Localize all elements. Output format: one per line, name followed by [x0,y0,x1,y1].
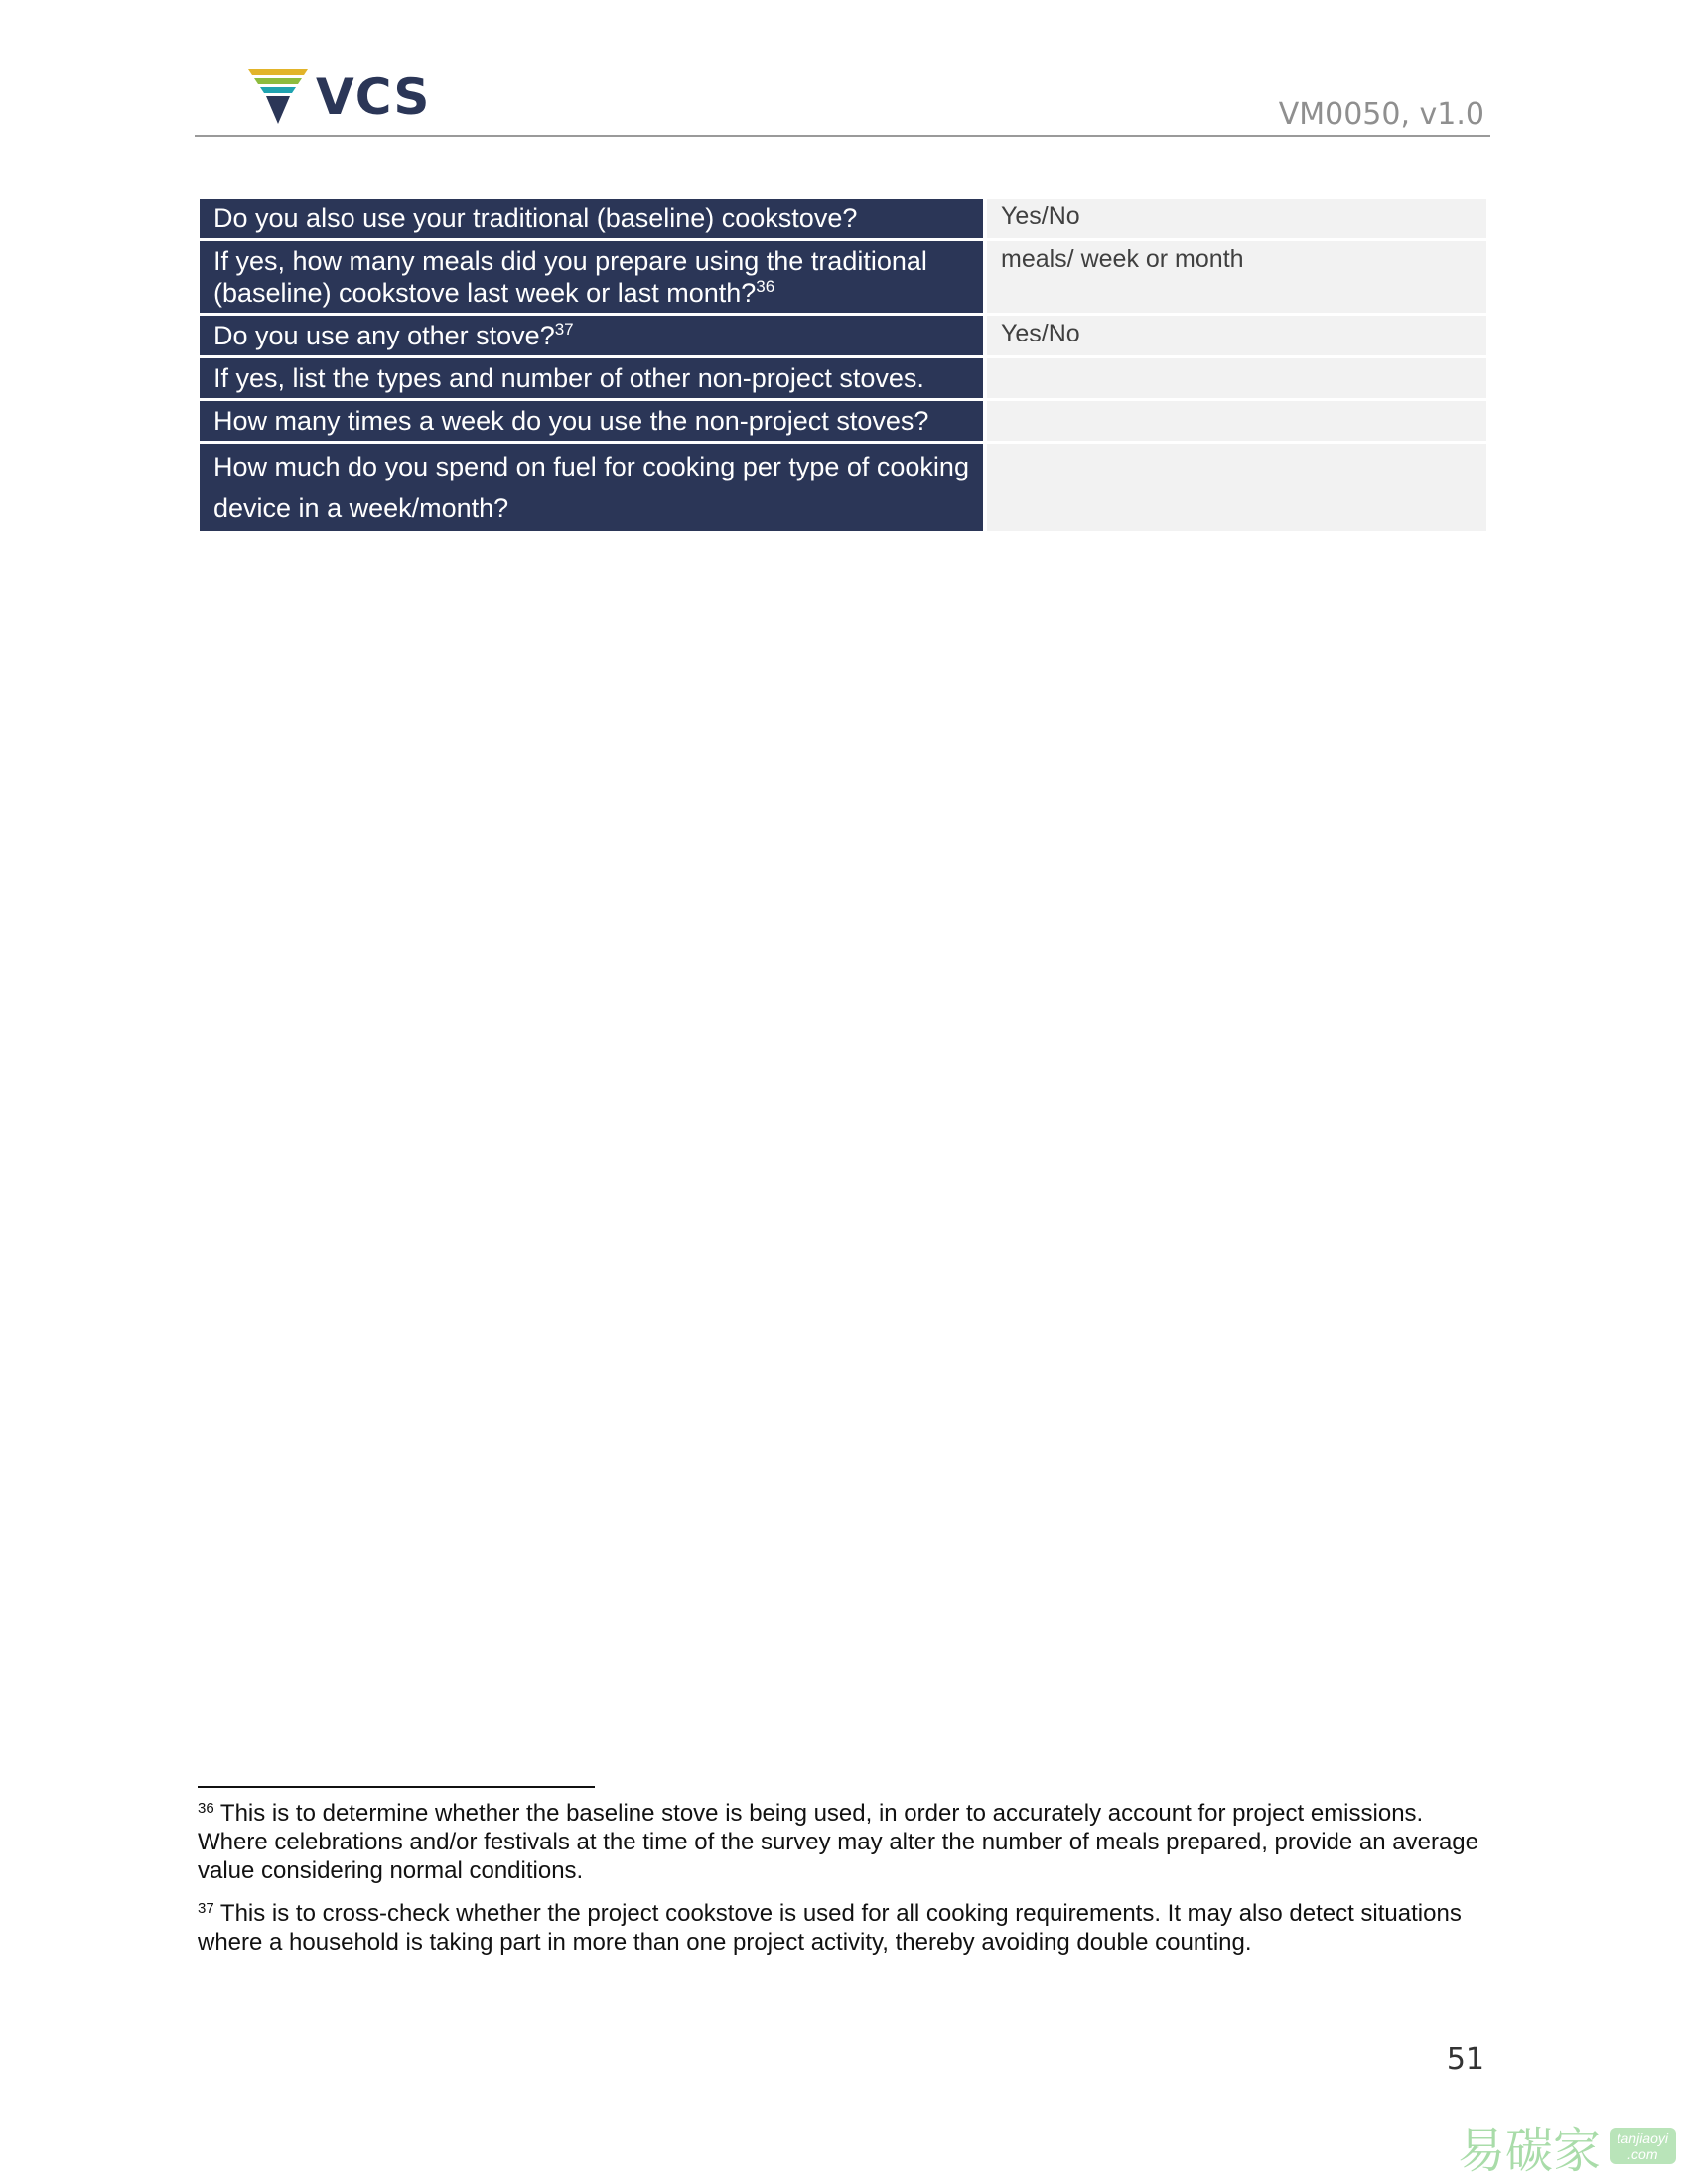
answer-cell: meals/ week or month [987,241,1486,313]
watermark-badge: tanjiaoyi .com [1610,2128,1676,2164]
table-row [200,199,1486,238]
footnote-number: 37 [198,1900,214,1917]
document-version: VM0050, v1.0 [1278,97,1484,132]
logo-text: VCS [316,68,431,126]
question-cell: If yes, list the types and number of other non-project stoves. [200,358,983,398]
footnote-ref[interactable]: 37 [554,320,574,339]
footnote-text: This is to determine whether the baseline stove is being used, in order to accurately account for project emissions. Where celebrations and/or festivals at the time of the survey may alter the number of meals prepared, provide an average value considering normal conditions. [198,1800,1478,1884]
table-row [200,316,1486,355]
header-divider [195,135,1490,137]
table-row [200,444,1486,531]
footnote-37 [198,1899,1488,1957]
survey-table [200,199,1486,534]
vcs-logo [248,69,437,129]
answer-cell [987,401,1486,441]
footnote-ref[interactable]: 36 [756,277,775,296]
question-cell: How many times a week do you use the non-project stoves? [200,401,983,441]
footnote-divider [198,1786,595,1788]
question-cell: Do you also use your traditional (baseline) cookstove? [200,199,983,238]
page-number: 51 [1446,2042,1484,2077]
table-row [200,241,1486,313]
question-cell: If yes, how many meals did you prepare using the traditional (baseline) cookstove last week or last month?$^{36}$ [200,241,983,313]
footnote-number: 36 [198,1800,214,1817]
answer-cell [987,358,1486,398]
vcs-check-icon [248,69,310,127]
table-row [200,358,1486,398]
watermark-chinese: 易碳家 [1458,2123,1602,2179]
question-cell: Do you use any other stove?$^{37}$ [200,316,983,355]
footnote-36 [198,1799,1488,1885]
footnote-text: This is to cross-check whether the project cookstove is used for all cooking requirements. It may also detect situations where a household is taking part in more than one project activity, thereby avoiding double counting. [198,1900,1462,1956]
answer-cell: Yes/No [987,199,1486,238]
answer-cell: Yes/No [987,316,1486,355]
table-row [200,401,1486,441]
footnotes [198,1799,1488,1971]
answer-cell [987,444,1486,531]
watermark-logo [1458,2113,1676,2179]
question-cell: How much do you spend on fuel for cooking per type of cooking device in a week/month? [200,444,983,531]
